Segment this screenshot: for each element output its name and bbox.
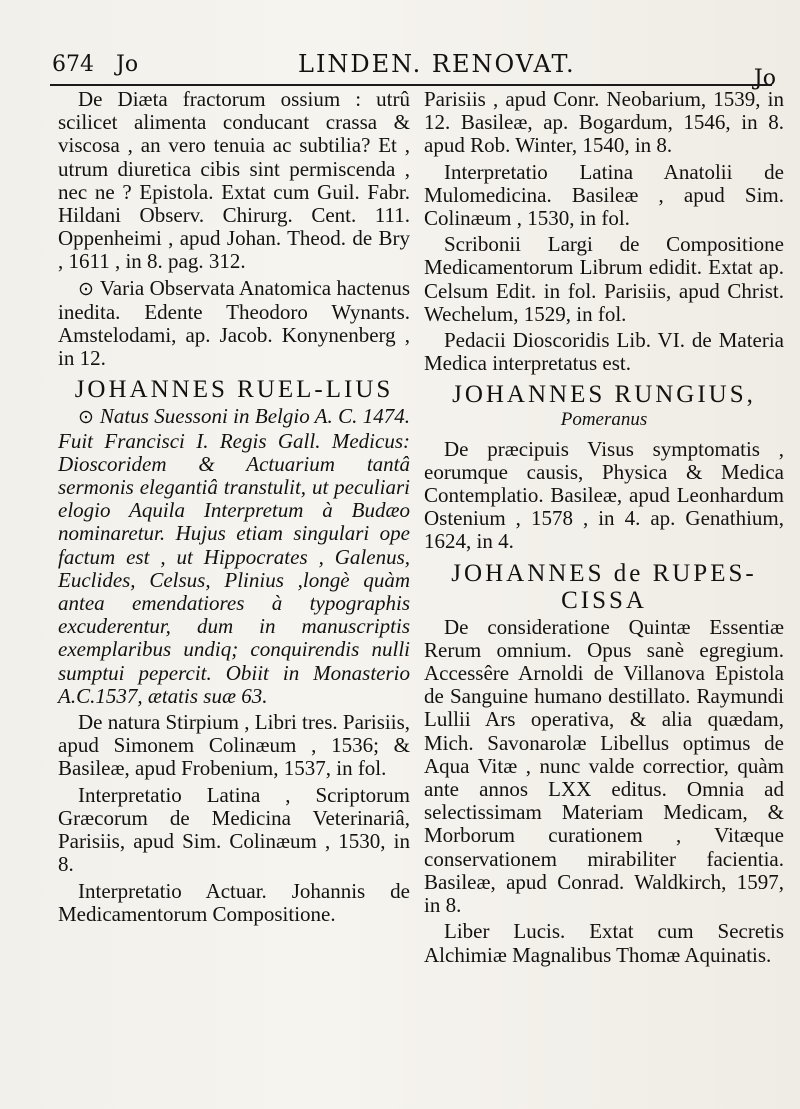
entry-paragraph: De natura Stirpium , Libri tres. Parisiis, apud Simonem Colinæum , 1536; & Basileæ, apud Frobenium, 1537, in fol. [58,710,410,781]
entry-heading: JOHANNES de RUPES-CISSA [451,559,757,614]
entry-paragraph: Interpretatio Actuar. Johannis de Medicamentorum Compositione. [58,878,410,926]
entry-paragraph: De consideratione Quintæ Essentiæ Rerum omnium. Opus sanè egregium. Accessêre Arnoldi de Villanova Epistola de Sanguine humano destillato. Raymundi Lullii Ars operativa, & alia quædam, Mich. Savonarolæ Libellus optimus de Aqua Vitæ , nunc valde correctior, quàm ante annos LXX editus. Omnia ad selectissimam Materiam Medicam, & Morborum curationem , Vitæque conservationem mirabiliter facientia. Basileæ, apud Conrad. Waldkirch, 1597, in 8. [424,614,784,918]
page-number: 674 [52,52,94,77]
entry-subheading: Pomeranus [560,409,648,431]
entry-paragraph: Liber Lucis. Extat cum Secretis Alchimiæ Magnalibus Thomæ Aquinatis. [424,919,784,967]
entry-paragraph [58,277,410,371]
left-column [58,88,410,1097]
entry-heading: JOHANNES RUNGIUS, [452,381,756,409]
entry-heading: JOHANNES RUEL-LIUS [74,376,394,404]
circle-dot-icon: ⊙ [78,407,94,429]
entry-paragraph: Interpretatio Latina Anatolii de Mulomedicina. Basileæ , apud Sim. Colinæum , 1530, in fol. [424,159,784,231]
circle-dot-icon: ⊙ [78,278,94,300]
running-title: LINDEN. RENOVAT. [298,50,576,78]
biography-paragraph [58,405,410,708]
entry-paragraph: De præcipuis Visus symptomatis , eorumque causis, Physica & Medica Contemplatio. Basileæ, apud Leonhardum Ostenium , 1578 , in 4. ap. Genathium, 1624, in 4. [424,436,784,554]
entry-text: Varia Observata Anatomica hactenus inedita. Edente Theodoro Wynants. Amstelodami, ap. Jacob. Konynenberg , in 12. [58,275,410,371]
biography-text: Natus Suessoni in Belgio A. C. 1474. Fuit Francisci I. Regis Gall. Medicus: Dioscoridem & Actuarium tantâ sermonis elegantiâ transtulit, ut peculiari elogio Aquila Interpretum à Budæo nominaretur. Hujus etiam singulari ope factum est , ut Hippocrates , Galenus, Euclides, Celsus, Plinius ,longè quàm antea emendatiores à typographis excuderentur, dum in manuscriptis exemplaribus undiq; conquirendis nulli sumptui pepercit. Obiit in Monasterio A.C.1537, ætatis suæ 63. [58,404,410,708]
running-header [52,40,790,91]
entry-paragraph: Interpretatio Latina , Scriptorum Græcorum de Medicina Veterinariâ, Parisiis, apud Sim. Colinæum , 1530, in 8. [58,782,410,877]
entry-paragraph: Parisiis , apud Conr. Neobarium, 1539, in 12. Basileæ, ap. Bogardum, 1546, in 8. apud Rob. Winter, 1540, in 8. [424,87,784,158]
running-head-right: Jo [753,66,776,91]
entry-paragraph: De Diæta fractorum ossium : utrû scilicet alimenta conducant crassa & viscosa , an vero tenuia ac subtilia? Et , utrum diuretica cibis sint permiscenda , nec ne ? Epistola. Extat cum Guil. Fabr. Hildani Observ. Chirurg. Cent. 111. Oppenheimi , apud Johan. Theod. de Bry , 1611 , in 8. pag. 312. [58,87,410,274]
running-head-left: Jo [116,52,139,77]
right-column [424,88,784,1097]
entry-paragraph: Pedacii Dioscoridis Lib. VI. de Materia Medica interpretatus est. [424,328,784,376]
entry-paragraph: Scribonii Largi de Compositione Medicamentorum Librum edidit. Extat ap. Celsum Edit. in fol. Parisiis, apud Christ. Wechelum, 1529, in fol. [424,232,784,326]
header-rule [50,84,772,86]
